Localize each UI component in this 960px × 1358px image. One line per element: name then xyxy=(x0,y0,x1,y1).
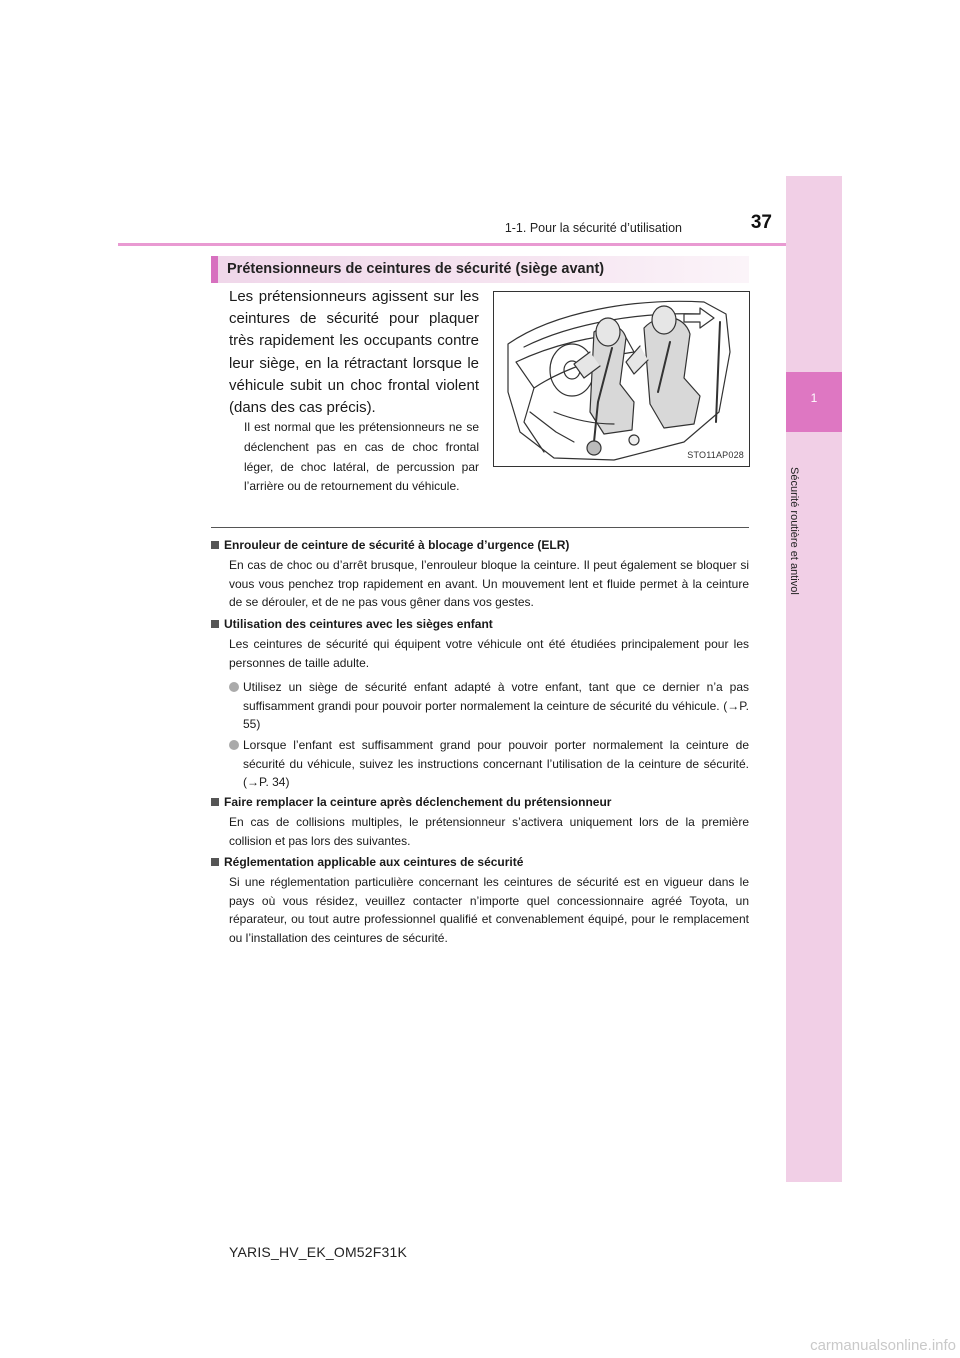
bullet-text: Utilisez un siège de sécurité enfant adapté à votre enfant, tant que ce dernier n’a pas suffisamment grandi pour pouvoir porter normalement la ceinture de sécurité du véhicule. (→P. 55) xyxy=(243,680,749,732)
car-interior-drawing xyxy=(494,292,749,466)
header-title: 1-1. Pour la sécurité d’utilisation xyxy=(504,221,682,235)
square-bullet-icon xyxy=(211,541,219,549)
note-heading-text: Faire remplacer la ceinture après déclenchement du prétensionneur xyxy=(224,795,612,809)
note-heading-regulations xyxy=(211,854,751,871)
circle-bullet-icon xyxy=(229,682,239,692)
note-heading-text: Enrouleur de ceinture de sécurité à blocage d’urgence (ELR) xyxy=(224,538,570,552)
side-tab-chapter-label: Sécurité routière et antivol xyxy=(788,467,800,595)
note-heading-text: Réglementation applicable aux ceintures de sécurité xyxy=(224,855,524,869)
header-rule xyxy=(118,243,842,246)
note-heading-elr xyxy=(211,537,751,554)
intro-paragraph: Les prétensionneurs agissent sur les ceintures de sécurité pour plaquer très rapidement les occupants contre leur siège, en la rétractant lorsque le véhicule subit un choc frontal violent (dans des cas précis). xyxy=(229,288,479,417)
intro-note: Il est normal que les prétensionneurs ne se déclenchent pas en cas de choc frontal léger, de choc latéral, de percussion par l’arrière ou de retournement du véhicule. xyxy=(244,420,479,494)
section-divider xyxy=(211,527,749,528)
section-heading: Prétensionneurs de ceintures de sécurité (siège avant) xyxy=(211,256,749,283)
footer-document-code: YARIS_HV_EK_OM52F31K xyxy=(229,1244,408,1260)
note-body-elr: En cas de choc ou d’arrêt brusque, l’enrouleur bloque la ceinture. Il peut également se bloquer si vous vous penchez trop rapidement en avant. Un mouvement lent et fluide permet à la ceinture de se dérouler, et de ne pas vous gêner dans vos gestes. xyxy=(229,558,749,610)
bullet-child-seat-size xyxy=(229,678,749,734)
pretensioner-illustration xyxy=(493,291,750,467)
note-heading-child-seats xyxy=(211,616,751,633)
note-heading-text: Utilisation des ceintures avec les sièges enfant xyxy=(224,617,493,631)
bullet-text: Lorsque l’enfant est suffisamment grand pour pouvoir porter normalement la ceinture de sécurité du véhicule, suivez les instructions concernant l’utilisation de la ceinture de sécurité. (→P. 34) xyxy=(243,738,749,790)
figure-code: STO11AP028 xyxy=(687,450,744,460)
note-heading-replace-belt xyxy=(211,794,751,811)
circle-bullet-icon xyxy=(229,740,239,750)
note-body-child-seats: Les ceintures de sécurité qui équipent votre véhicule ont été étudiées principalement pour les personnes de taille adulte. xyxy=(229,637,749,670)
note-body-regulations: Si une réglementation particulière concernant les ceintures de sécurité est en vigueur dans le pays où vous résidez, veuillez contacter n’importe quel concessionnaire agréé Toyota, un réparateur, ou tout autre professionnel qualifié et convenablement équipé, pour le remplacement ou l’installation des ceintures de sécurité. xyxy=(229,875,749,945)
square-bullet-icon xyxy=(211,798,219,806)
square-bullet-icon xyxy=(211,858,219,866)
note-body-replace-belt: En cas de collisions multiples, le prétensionneur s’activera uniquement lors de la première collision et pas lors des suivantes. xyxy=(229,815,749,848)
side-tab-chapter-number: 1 xyxy=(810,391,818,405)
page-number: 37 xyxy=(750,212,772,233)
side-tab-band xyxy=(786,176,842,1182)
watermark: carmanualsonline.info xyxy=(810,1337,956,1354)
bullet-child-large-enough xyxy=(229,736,749,792)
square-bullet-icon xyxy=(211,620,219,628)
